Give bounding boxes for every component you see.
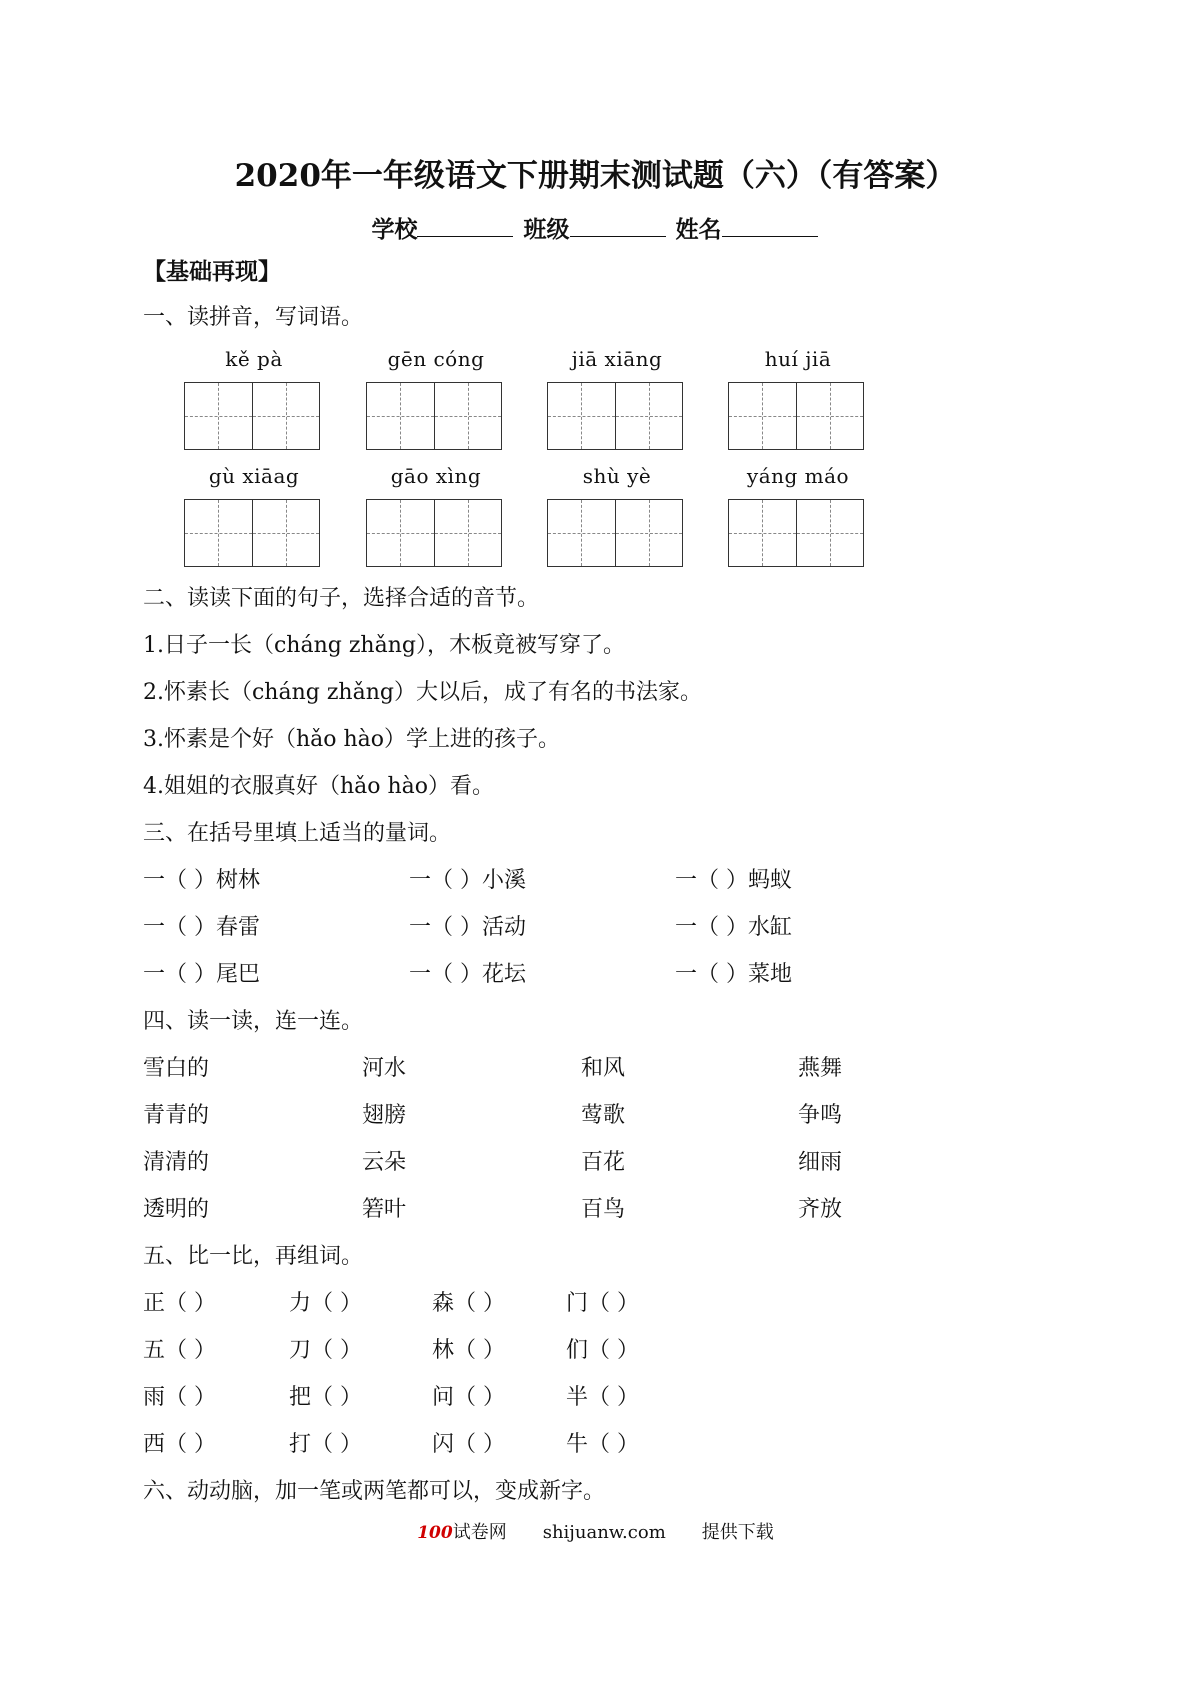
q4-title: 四、读一读，连一连。 (143, 1009, 364, 1034)
pinyin-label: yáng máo (746, 464, 850, 488)
measure-word-item: 一（ ）春雷 (143, 915, 260, 940)
pinyin-label: kě pà (225, 347, 283, 371)
site-logo: 100 (417, 1523, 453, 1543)
school-blank[interactable] (417, 214, 513, 237)
compare-word-item: 把（ ） (289, 1385, 362, 1410)
writing-grid[interactable] (547, 499, 683, 567)
compare-word-item: 五（ ） (143, 1338, 216, 1363)
match-word[interactable]: 雪白的 (143, 1056, 210, 1081)
download-note: 提供下载 (701, 1522, 774, 1543)
page-title: 2020年一年级语文下册期末测试题（六）（有答案） (234, 158, 957, 194)
writing-grid[interactable] (728, 382, 864, 450)
name-blank[interactable] (722, 214, 818, 237)
school-label: 学校 (371, 216, 418, 243)
match-word[interactable]: 百鸟 (581, 1197, 626, 1222)
writing-grid[interactable] (366, 499, 502, 567)
compare-word-item: 力（ ） (289, 1291, 362, 1316)
match-word[interactable]: 细雨 (798, 1150, 843, 1175)
measure-word-item: 一（ ）花坛 (409, 962, 526, 987)
match-word[interactable]: 燕舞 (798, 1056, 843, 1081)
measure-word-item: 一（ ）蚂蚁 (675, 868, 792, 893)
pinyin-label: gāo xìng (390, 464, 482, 488)
q5-title: 五、比一比，再组词。 (143, 1244, 364, 1269)
q2-item: 1.日子一长（cháng zhǎng），木板竟被写穿了。 (143, 633, 625, 658)
match-word[interactable]: 清清的 (143, 1150, 210, 1175)
compare-word-item: 刀（ ） (289, 1338, 362, 1363)
compare-word-item: 林（ ） (432, 1338, 505, 1363)
compare-word-item: 们（ ） (566, 1338, 639, 1363)
compare-word-item: 西（ ） (143, 1432, 216, 1457)
q2-title: 二、读读下面的句子，选择合适的音节。 (143, 586, 540, 611)
page-footer (0, 1518, 1191, 1544)
q6-title: 六、动动脑，加一笔或两笔都可以，变成新字。 (143, 1479, 606, 1504)
match-word[interactable]: 齐放 (798, 1197, 843, 1222)
match-word[interactable]: 箬叶 (362, 1197, 407, 1222)
q2-item: 3.怀素是个好（hǎo hào）学上进的孩子。 (143, 727, 561, 752)
q2-item: 4.姐姐的衣服真好（hǎo hào）看。 (143, 774, 495, 799)
match-word[interactable]: 河水 (362, 1056, 407, 1081)
compare-word-item: 门（ ） (566, 1291, 639, 1316)
compare-word-item: 半（ ） (566, 1385, 639, 1410)
pinyin-label: jiā xiāng (571, 347, 663, 371)
compare-word-item: 正（ ） (143, 1291, 216, 1316)
writing-grid[interactable] (184, 499, 320, 567)
writing-grid[interactable] (184, 382, 320, 450)
compare-word-item: 雨（ ） (143, 1385, 216, 1410)
q2-item: 2.怀素长（cháng zhǎng）大以后，成了有名的书法家。 (143, 680, 702, 705)
match-word[interactable]: 百花 (581, 1150, 626, 1175)
measure-word-item: 一（ ）菜地 (675, 962, 792, 987)
pinyin-label: huí jiā (764, 347, 832, 371)
writing-grid[interactable] (728, 499, 864, 567)
site-name: 试卷网 (452, 1522, 507, 1543)
match-word[interactable]: 翅膀 (362, 1103, 407, 1128)
writing-grid[interactable] (547, 382, 683, 450)
match-word[interactable]: 莺歌 (581, 1103, 626, 1128)
measure-word-item: 一（ ）活动 (409, 915, 526, 940)
compare-word-item: 闪（ ） (432, 1432, 505, 1457)
q1-title: 一、读拼音，写词语。 (143, 305, 364, 330)
match-word[interactable]: 云朵 (362, 1150, 407, 1175)
section-heading-basic: 【基础再现】 (143, 258, 281, 285)
match-word[interactable]: 青青的 (143, 1103, 210, 1128)
match-word[interactable]: 透明的 (143, 1197, 210, 1222)
measure-word-item: 一（ ）树林 (143, 868, 260, 893)
match-word[interactable]: 争鸣 (798, 1103, 843, 1128)
pinyin-label: shù yè (582, 464, 652, 488)
class-label: 班级 (523, 216, 570, 243)
student-info-line (0, 211, 1191, 244)
measure-word-item: 一（ ）水缸 (675, 915, 792, 940)
compare-word-item: 打（ ） (289, 1432, 362, 1457)
class-blank[interactable] (570, 214, 666, 237)
q3-title: 三、在括号里填上适当的量词。 (143, 821, 452, 846)
pinyin-label: gù xiāag (208, 464, 300, 488)
site-url[interactable]: shijuanw.com (542, 1522, 666, 1543)
pinyin-label: gēn cóng (387, 347, 485, 371)
writing-grid[interactable] (366, 382, 502, 450)
name-label: 姓名 (675, 216, 722, 243)
compare-word-item: 问（ ） (432, 1385, 505, 1410)
measure-word-item: 一（ ）尾巴 (143, 962, 260, 987)
compare-word-item: 森（ ） (432, 1291, 505, 1316)
compare-word-item: 牛（ ） (566, 1432, 639, 1457)
match-word[interactable]: 和风 (581, 1056, 626, 1081)
measure-word-item: 一（ ）小溪 (409, 868, 526, 893)
